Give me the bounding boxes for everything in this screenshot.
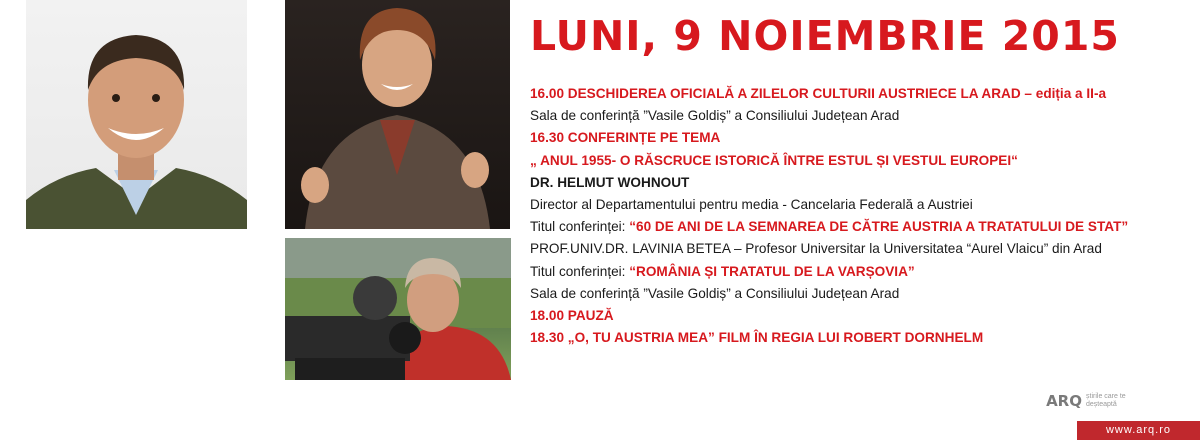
- program-line: PROF.UNIV.DR. LAVINIA BETEA – Profesor Universitar la Universitatea “Aurel Vlaicu” din Arad: [530, 241, 1102, 257]
- director-camera-icon: [285, 238, 511, 380]
- speaker-photo-2: [285, 0, 510, 229]
- program-line: 16.30 CONFERINȚE PE TEMA: [530, 130, 721, 146]
- speaker-photo-1: [26, 0, 247, 229]
- program-line: Titul conferinței: “ROMÂNIA ȘI TRATATUL DE LA VARȘOVIA”: [530, 263, 915, 279]
- program-line: 18.30 „O, TU AUSTRIA MEA” FILM ÎN REGIA LUI ROBERT DORNHELM: [530, 330, 984, 346]
- logo-tagline: știrile care te deșteaptă: [1086, 393, 1126, 408]
- program-line: Sala de conferință ”Vasile Goldiș” a Consiliului Județean Arad: [530, 285, 900, 301]
- program-line: Sala de conferință ”Vasile Goldiș” a Consiliului Județean Arad: [530, 108, 900, 124]
- event-date-title: LUNI, 9 NOIEMBRIE 2015: [530, 12, 1120, 60]
- program-line: „ ANUL 1955- O RĂSCRUCE ISTORICĂ ÎNTRE ESTUL ȘI VESTUL EUROPEI“: [530, 152, 1018, 168]
- arq-logo-icon: ARQ: [1046, 392, 1082, 410]
- site-url[interactable]: www.arq.ro: [1077, 421, 1200, 440]
- program-line: DR. HELMUT WOHNOUT: [530, 174, 690, 190]
- man-portrait-icon: [26, 0, 247, 229]
- woman-portrait-icon: [285, 0, 510, 229]
- program-line: Titul conferinței: “60 DE ANI DE LA SEMNAREA DE CĂTRE AUSTRIA A TRATATULUI DE STAT”: [530, 219, 1129, 235]
- director-photo: [285, 238, 511, 380]
- program-line: Director al Departamentului pentru media - Cancelaria Federală a Austriei: [530, 196, 973, 212]
- program-line: 16.00 DESCHIDEREA OFICIALĂ A ZILELOR CULTURII AUSTRIECE LA ARAD – ediția a II-a: [530, 86, 1107, 101]
- program-line: 18.00 PAUZĂ: [530, 307, 614, 323]
- program-list: [530, 83, 1190, 349]
- arq-logo[interactable]: [1046, 392, 1136, 410]
